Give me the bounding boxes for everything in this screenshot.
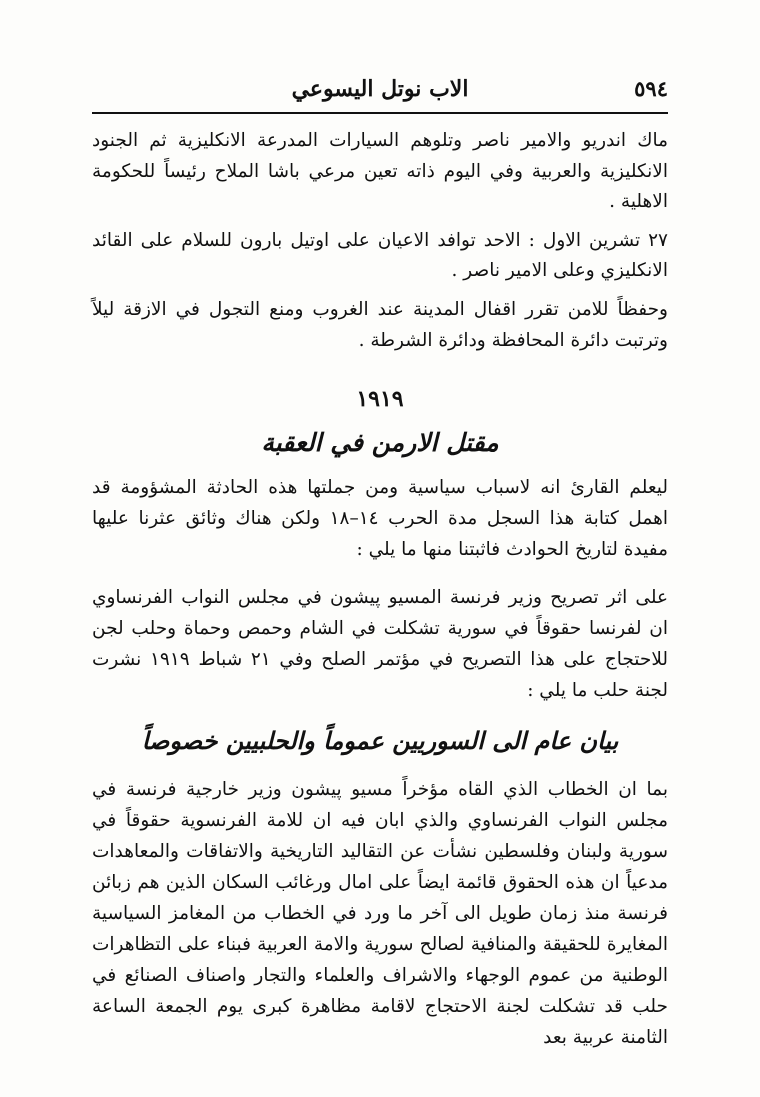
body-text-top bbox=[92, 126, 668, 364]
paragraph: وحفظاً للامن تقرر اقفال المدينة عند الغروب ومنع التجول في الازقة ليلاً وترتبت دائرة المحافظة ودائرة الشرطة . bbox=[92, 298, 668, 351]
section-title: مقتل الارمن في العقبة bbox=[261, 428, 499, 457]
paragraph: ٢٧ تشرين الاول : الاحد توافد الاعيان على اوتيل بارون للسلام على القائد الانكليزي وعلى الامير ناصر . bbox=[92, 229, 668, 282]
page-number: ٥٩٤ bbox=[634, 76, 668, 101]
body-text-bottom bbox=[92, 774, 668, 1061]
paragraph: ماك اندريو والامير ناصر وتلوهم السيارات المدرعة الانكليزية ثم الجنود الانكليزية والعربية وفي اليوم ذاته تعين مرعي باشا الملاح رئيساً للحكومة الاهلية . bbox=[92, 130, 668, 213]
paragraph: ليعلم القارئ انه لاسباب سياسية ومن جملتها هذه الحادثة المشؤومة قد اهمل كتابة هذا السجل مدة الحرب ١٤–١٨ ولكن هناك وثائق عثرنا عليها مفيدة لتاريخ الحوادث فاثبتنا منها ما يلي : bbox=[92, 477, 668, 560]
running-title: الاب نوتل اليسوعي bbox=[291, 76, 469, 102]
year-heading: ١٩١٩ bbox=[356, 386, 404, 412]
running-header bbox=[92, 72, 668, 114]
paragraph: على اثر تصريح وزير فرنسة المسيو پيشون في مجلس النواب الفرنساوي ان لفرنسا حقوقاً في سورية تشكلت في الشام وحمص وحماة وحلب لجن للاحتجاج على هذا التصريح في مؤتمر الصلح وفي ٢١ شباط ١٩١٩ نشرت لجنة حلب ما يلي : bbox=[92, 587, 668, 701]
body-text-middle-2 bbox=[92, 582, 668, 714]
proclamation-title: بيان عام الى السوريين عموماً والحلبيين خصوصاً bbox=[141, 726, 619, 755]
paragraph: بما ان الخطاب الذي القاه مؤخراً مسيو پيشون وزير خارجية فرنسة في مجلس النواب الفرنساوي والذي ابان فيه ان للامة الفرنسوية حقوقاً في سورية ولبنان وفلسطين نشأت عن التقاليد التاريخية والاتفاقات والمعاهدات مدعياً ان هذه الحقوق قائمة ايضاً على امال ورغائب السكان الذين هم زبائن فرنسة منذ زمان طويل الى آخر ما ورد في الخطاب من المغامز السياسية المغايرة للحقيقة والمنافية لصالح سورية والامة العربية فبناء على التظاهرات الوطنية من عموم الوجهاء والاشراف والعلماء والتجار واصناف الصنائع في حلب قد تشكلت لجنة الاحتجاج لاقامة مظاهرة كبرى يوم الجمعة الساعة الثامنة عربية بعد bbox=[92, 779, 668, 1048]
body-text-middle bbox=[92, 472, 668, 573]
